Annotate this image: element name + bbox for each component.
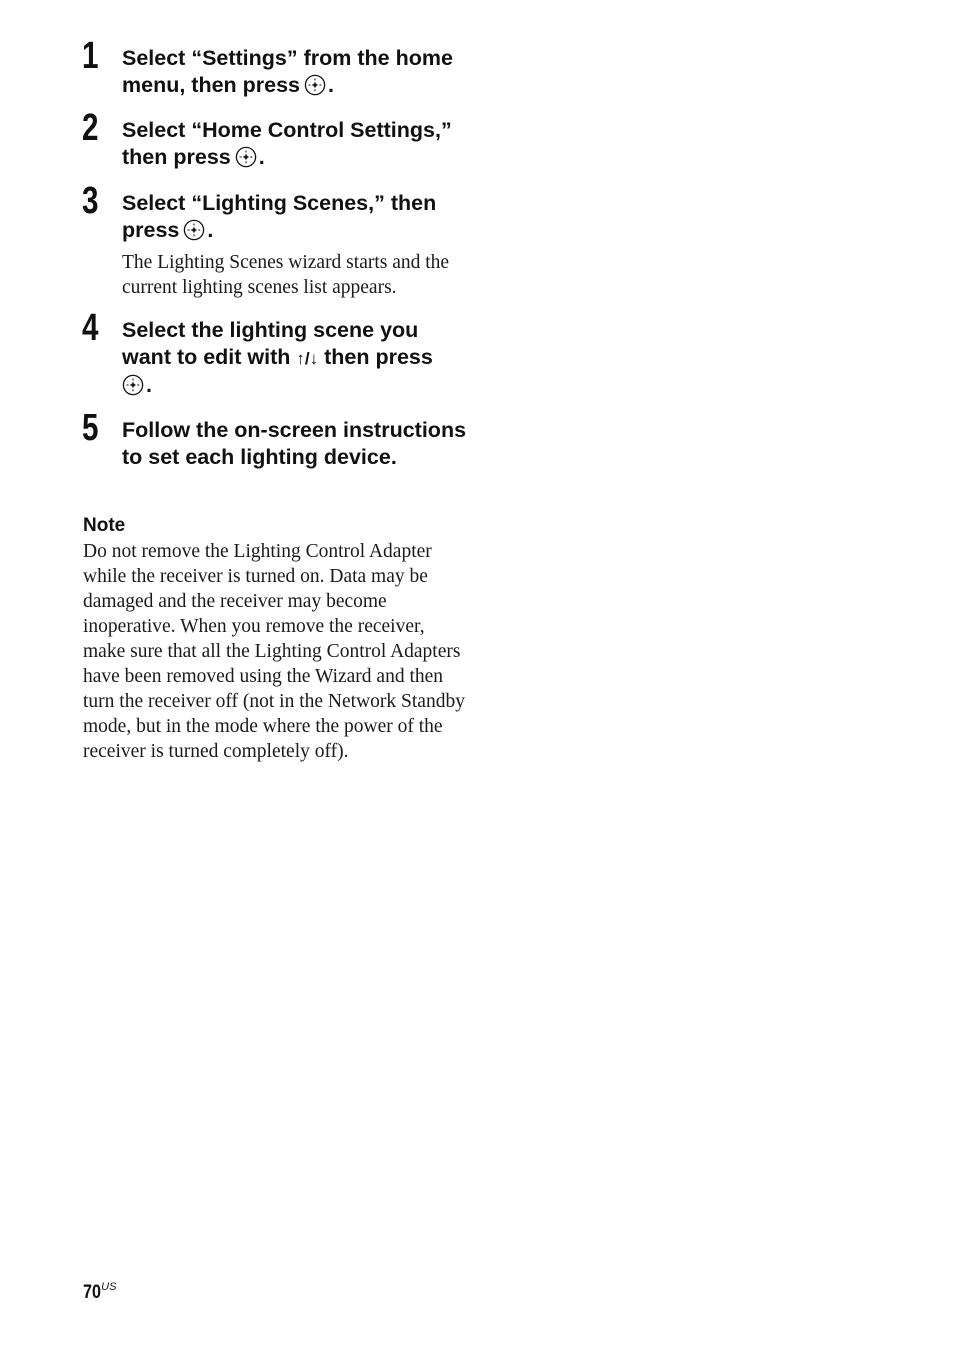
step-title: Follow the on-screen instructions to set each lighting device. (122, 418, 467, 469)
step-number: 4 (82, 307, 99, 349)
step-title (122, 117, 472, 171)
page-number (83, 1281, 116, 1304)
enter-button-icon (235, 146, 257, 168)
step-title (122, 190, 472, 244)
up-down-arrow-icon: ↑/↓ (296, 349, 319, 368)
step-title-end: . (328, 73, 334, 97)
step-title-text: Select the lighting scene you want to edit with (122, 318, 419, 369)
step-title-text: Select “Settings” from the home menu, then press (122, 46, 453, 97)
step-title-end: . (146, 373, 152, 397)
note-text: Do not remove the Lighting Control Adapter while the receiver is turned on. Data may be damaged and the receiver may become inoperative. When you remove the receiver, make sure that all the Lighting Control Adapters have been removed using the Wizard and then turn the receiver off (not in the Network Standby mode, but in the mode where the power of the receiver is turned completely off). (83, 541, 465, 762)
step-3 (82, 180, 472, 300)
step-title-end: . (207, 218, 214, 242)
step-1 (82, 35, 472, 99)
step-number: 3 (82, 180, 99, 222)
step-number: 5 (82, 407, 99, 449)
step-4 (82, 307, 472, 399)
step-description: The Lighting Scenes wizard starts and the current lighting scenes list appears. (122, 252, 450, 298)
step-2 (82, 107, 472, 171)
step-title-end: . (258, 145, 265, 169)
note-heading: Note (83, 515, 126, 536)
enter-button-icon (183, 219, 205, 241)
step-number: 2 (82, 107, 99, 149)
enter-button-icon (122, 374, 144, 396)
page-number-value: 70 (83, 1282, 101, 1303)
step-title-text: Select “Home Control Settings,” then press (122, 118, 452, 169)
step-5 (82, 407, 472, 471)
enter-button-icon (304, 74, 326, 96)
step-number: 1 (82, 35, 99, 77)
step-title (122, 317, 472, 399)
page-region-label: US (101, 1281, 117, 1293)
note-section (83, 514, 468, 764)
step-title (122, 45, 472, 99)
step-title-text: Select “Lighting Scenes,” then press (122, 191, 437, 242)
step-title-text-2: then press (324, 345, 433, 369)
